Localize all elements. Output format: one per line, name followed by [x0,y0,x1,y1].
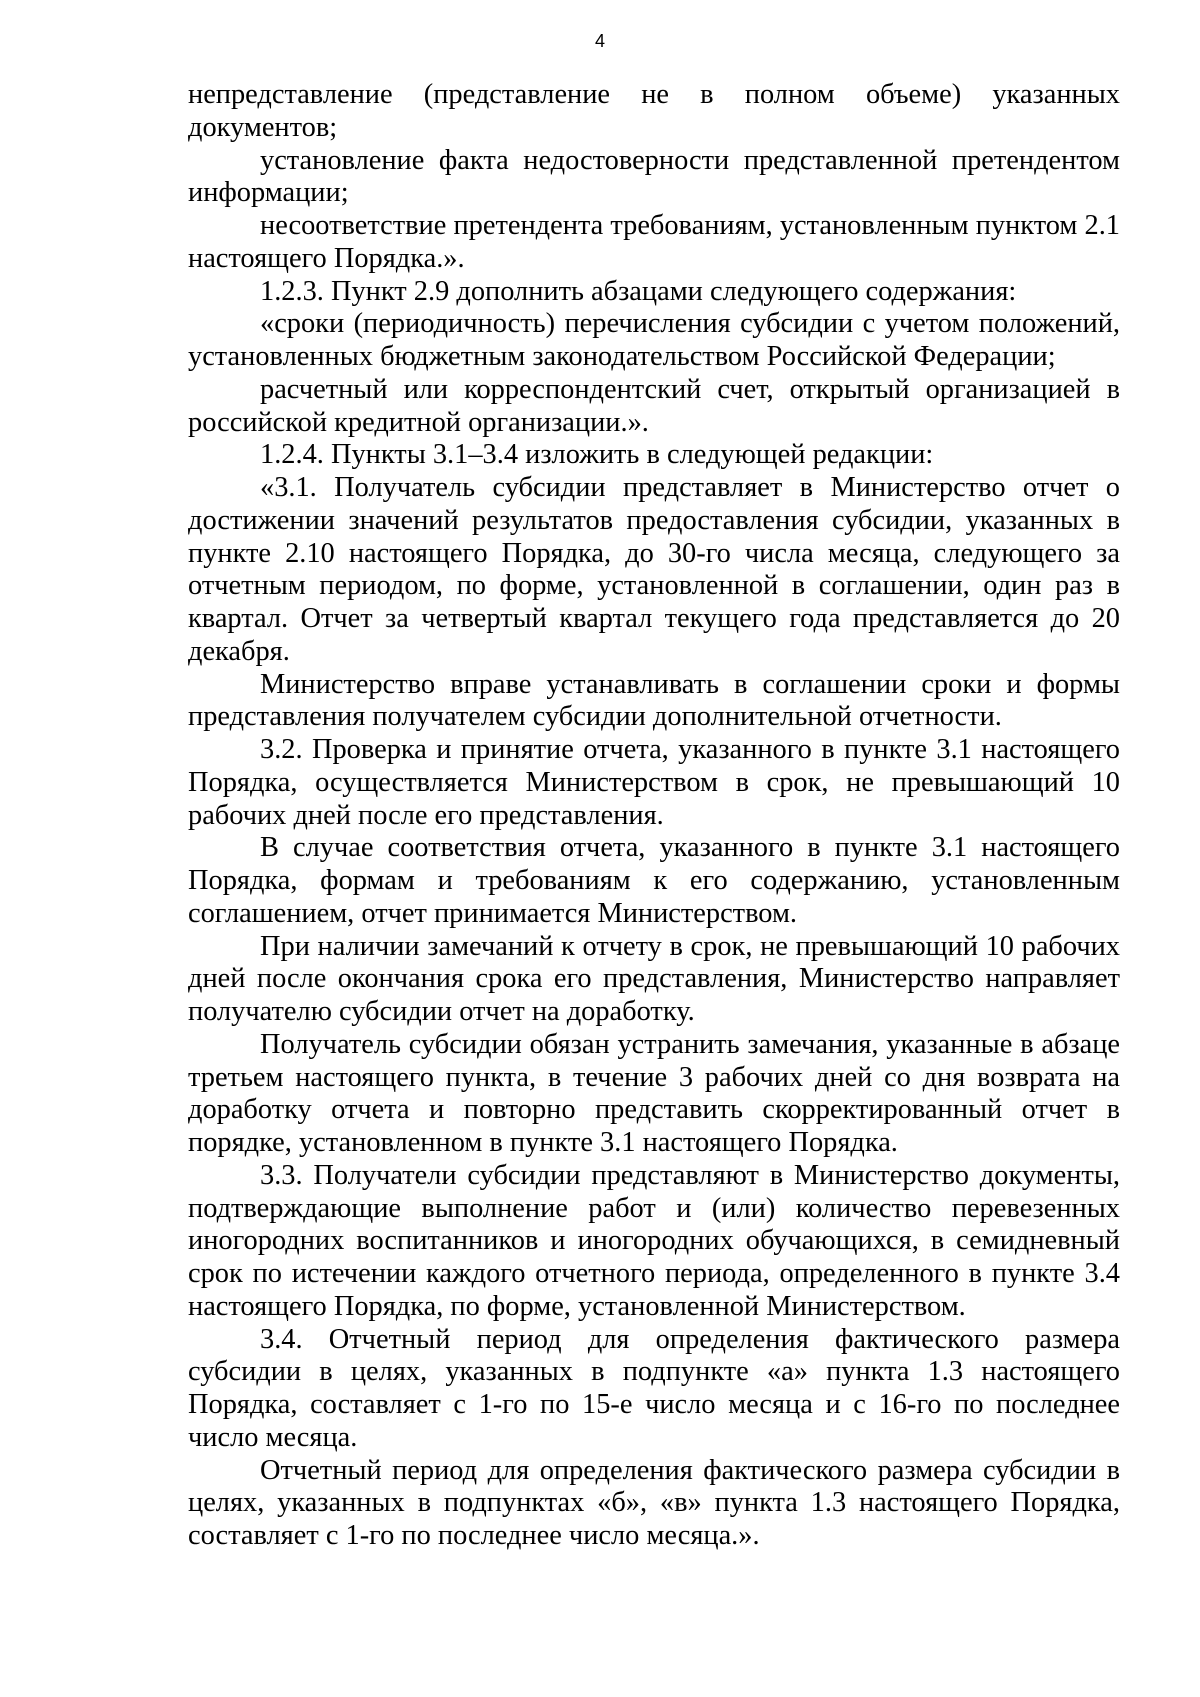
paragraph: Получатель субсидии обязан устранить замечания, указанные в абзаце третьем настоящего пункта, в течение 3 рабочих дней со дня возврата на доработку отчета и повторно представить скорректированный отчет в порядке, установленном в пункте 3.1 настоящего Порядка. [188,1028,1120,1158]
paragraph: непредставление (представление не в полном объеме) указанных документов; [188,79,1120,143]
paragraph: несоответствие претендента требованиям, установленным пунктом 2.1 настоящего Порядка.». [188,210,1120,274]
paragraph: расчетный или корреспондентский счет, открытый организацией в российской кредитной организации.». [188,373,1120,438]
paragraph: При наличии замечаний к отчету в срок, не превышающий 10 рабочих дней после окончания срока его представления, Министерство направляет получателю субсидии отчет на доработку. [188,930,1120,1027]
paragraph: «сроки (периодичность) перечисления субсидии с учетом положений, установленных бюджетным законодательством Российской Федерации; [188,308,1120,372]
paragraph: 3.3. Получатели субсидии представляют в Министерство документы, подтверждающие выполнение работ и (или) количество перевезенных иногородних воспитанников и иногородних обучающихся, в семидневный срок по истечении каждого отчетного периода, определенного в пункте 3.4 настоящего Порядка, по форме, установленной Министерством. [188,1159,1120,1322]
page-number: 4 [594,31,605,51]
document-body [188,79,1120,1553]
paragraph: 1.2.4. Пункты 3.1–3.4 изложить в следующей редакции: [260,439,934,471]
paragraph: Министерство вправе устанавливать в соглашении сроки и формы представления получателем субсидии дополнительной отчетности. [188,668,1120,733]
paragraph: В случае соответствия отчета, указанного в пункте 3.1 настоящего Порядка, формам и требованиям к его содержанию, установленным соглашением, отчет принимается Министерством. [188,832,1120,929]
paragraph: 3.2. Проверка и принятие отчета, указанного в пункте 3.1 настоящего Порядка, осуществляется Министерством в срок, не превышающий 10 рабочих дней после его представления. [188,734,1120,831]
paragraph: 1.2.3. Пункт 2.9 дополнить абзацами следующего содержания: [260,275,1017,307]
paragraph: 3.4. Отчетный период для определения фактического размера субсидии в целях, указанных в подпункте «а» пункта 1.3 настоящего Порядка, составляет с 1-го по 15-е число месяца и с 16-го по последнее число месяца. [188,1323,1120,1453]
paragraph: Отчетный период для определения фактического размера субсидии в целях, указанных в подпунктах «б», «в» пункта 1.3 настоящего Порядка, составляет с 1-го по последнее число месяца.». [188,1454,1120,1551]
paragraph: установление факта недостоверности представленной претендентом информации; [188,144,1120,209]
paragraph: «3.1. Получатель субсидии представляет в Министерство отчет о достижении значений результатов предоставления субсидии, указанных в пункте 2.10 настоящего Порядка, до 30-го числа месяца, следующего за отчетным периодом, по форме, установленной в соглашении, один раз в квартал. Отчет за четвертый квартал текущего года представляется до 20 декабря. [188,472,1120,667]
